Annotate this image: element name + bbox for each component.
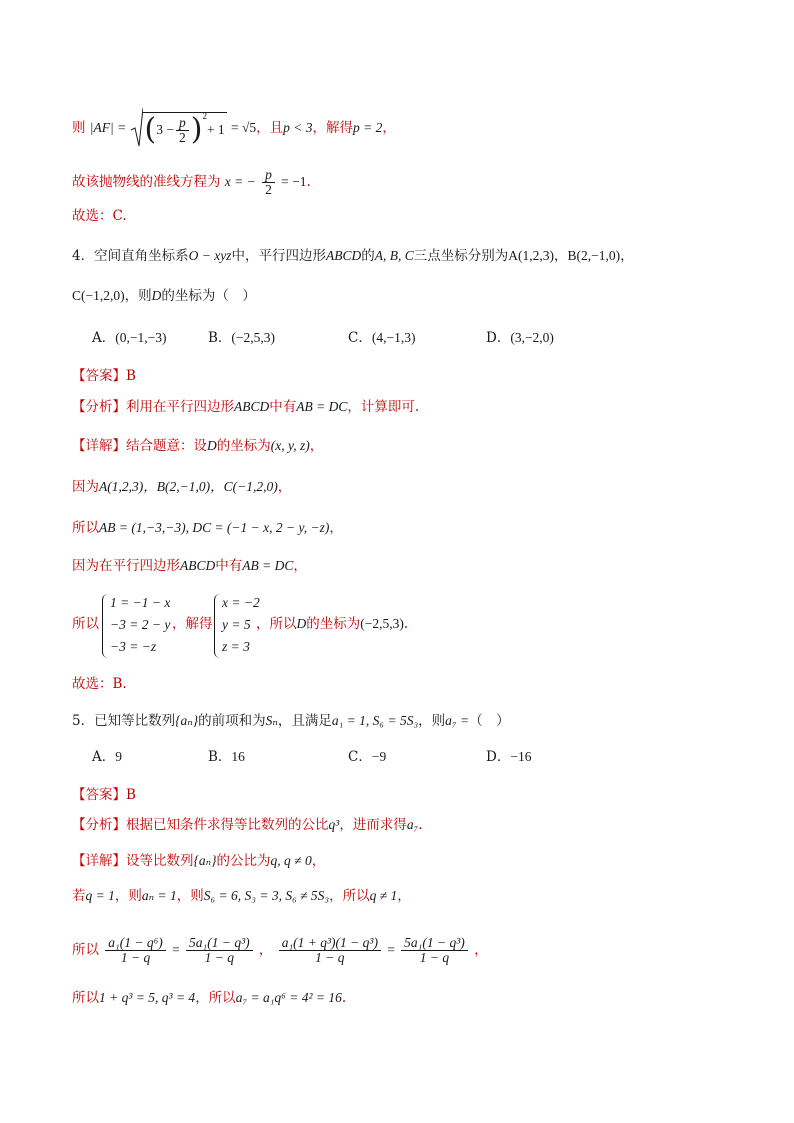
q5-detail [72, 851, 325, 871]
q4-because2-b: 中有 [215, 558, 243, 574]
p-result: p = 2 [353, 120, 383, 135]
q4-choice: 故选：B. [72, 676, 127, 692]
directrix-rest: = −1 [281, 174, 307, 189]
q4-detail-tag: 【详解】 [72, 438, 126, 454]
q5-stem-a: 5．已知等比数列 [72, 713, 176, 729]
q5-frac-4 [401, 936, 468, 965]
q4-point-d: D [151, 288, 162, 303]
q4-so-end: ， [329, 520, 343, 536]
q5-last-b: ，所以 [195, 990, 236, 1006]
q4-answer-value: B [126, 368, 136, 384]
sqrt-sign-icon [131, 108, 143, 148]
sys2-eq3: z = 3 [222, 639, 250, 654]
q4-because2-abcd: ABCD [180, 558, 216, 573]
q4-option-a-label: A． [92, 330, 116, 346]
q5-seq: {aₙ} [175, 713, 199, 728]
q5-f2n: 5a₁(1 − q³) [186, 936, 253, 951]
q5-detail-a: 设等比数列 [126, 853, 194, 869]
q5-f3d: 1 − q [315, 950, 345, 965]
q4-sys-post-d: D [296, 616, 307, 631]
plus-one: + 1 [206, 122, 225, 137]
q4-because-pts: A(1,2,3)，B(2,−1,0)，C(−1,2,0) [99, 479, 278, 494]
q5-if-q: q = 1 [85, 888, 115, 903]
q4-point-a: A(1,2,3) [508, 248, 554, 263]
af-abs: |AF| = [89, 120, 127, 135]
inner-three: 3 − [156, 122, 174, 137]
q4-vector-eq: AB = DC [296, 399, 348, 414]
q5-option-b-val: 16 [231, 749, 245, 764]
q4-sys-post-a: ，所以 [256, 616, 297, 632]
q5-option-b-label: B． [208, 749, 232, 765]
q5-detail-tag: 【详解】 [72, 853, 126, 869]
q5-if-b: ，则 [114, 888, 142, 904]
directrix-end: . [306, 174, 311, 190]
q4-because-a: 因为 [72, 479, 99, 495]
q4-sys-pre: 所以 [72, 616, 99, 632]
q5-eq1: = [172, 942, 180, 957]
q5-f1d: 1 − q [120, 950, 151, 965]
q4-option-a[interactable] [92, 328, 166, 348]
q5-last-a: 所以 [72, 990, 99, 1006]
q5-f4n: 5a₁(1 − q³) [401, 936, 468, 951]
cond-p: p < 3 [283, 120, 313, 135]
q4-pts: A, B, C [374, 248, 414, 263]
sys2-eq1: x = −2 [222, 595, 260, 610]
q5-if-e: ， [397, 888, 411, 904]
q4-stem-b: 中，平行四边形 [231, 248, 326, 264]
q4-so-vecs: AB = (1,−3,−3), DC = (−1 − x, 2 − y, −z) [99, 520, 330, 535]
q5-cond: a₁ = 1, S₆ = 5S₃ [331, 713, 419, 728]
q4-sys-result: (−2,5,3) [360, 616, 404, 631]
q4-point-c: C(−1,2,0) [72, 288, 125, 303]
q5-f2d: 1 − q [204, 950, 234, 965]
line-af-length [72, 112, 396, 145]
q5-last-end: . [341, 990, 347, 1006]
q5-a7b: a₇ [406, 817, 419, 832]
q5-last-eq1: 1 + q³ = 5, q³ = 4 [99, 990, 196, 1005]
q5-if-ne: q ≠ 1 [369, 888, 398, 903]
q4-detail [72, 436, 323, 456]
q5-answer-value: B [126, 787, 136, 803]
q4-analysis-a: 利用在平行四边形 [126, 399, 234, 415]
q4-sys-post-b: 的坐标为 [306, 616, 361, 632]
q5-stem-e: （ ） [469, 713, 510, 729]
q4-stem-c: 的 [361, 248, 375, 264]
sqrt-expression: ( 3 − $\frac{p}{2}$ ) $^2$ + 1 [131, 112, 227, 145]
q5-last-eq2: a₇ = a₁q⁶ = 4² = 16 [235, 990, 342, 1005]
q4-stem-line2 [72, 286, 256, 306]
q5-sn: Sₙ [265, 713, 278, 728]
q4-sys-end: . [403, 616, 409, 632]
q5-answer-tag: 【答案】 [72, 787, 126, 803]
text-ze: 则 [72, 120, 86, 136]
q5-detail-q: q, q ≠ 0 [270, 853, 312, 868]
q4-answer [72, 366, 136, 386]
choice-q3: 故选：C. [72, 208, 127, 224]
directrix-frac-den: 2 [265, 182, 272, 197]
q4-detail-c: ， [309, 438, 324, 454]
q5-f1n: a₁(1 − q⁶) [105, 936, 166, 951]
q5-frac-pre: 所以 [72, 942, 99, 958]
q5-answer [72, 785, 136, 805]
q5-option-c-label: C． [348, 749, 372, 765]
q4-stem2-b: 的坐标为（ ） [161, 288, 256, 304]
q5-detail-seq: {aₙ} [193, 853, 217, 868]
q4-analysis-b: 中有 [269, 399, 297, 415]
q4-system-2 [222, 592, 260, 658]
q5-last-line [72, 988, 346, 1008]
q4-analysis-abcd: ABCD [234, 399, 270, 414]
q4-option-b-val: (−2,5,3) [231, 330, 276, 345]
directrix-frac [262, 168, 275, 197]
q5-analysis-b: ，进而求得 [339, 817, 407, 833]
q5-option-a-label: A． [92, 749, 116, 765]
q4-coord: O − xyz [188, 248, 232, 263]
frac-den: 2 [178, 129, 186, 145]
q5-f4d: 1 − q [419, 950, 450, 965]
q4-because-line [72, 477, 291, 497]
q4-so-line [72, 518, 343, 538]
q5-fractions-line [72, 928, 488, 972]
q5-option-d-label: D． [486, 749, 511, 765]
q5-a7: a₇ = [445, 713, 470, 728]
q5-frac-3 [279, 936, 381, 965]
q4-sep: ， [553, 248, 568, 264]
q5-frac-1 [105, 936, 166, 965]
q4-option-b[interactable] [208, 328, 275, 348]
q4-answer-tag: 【答案】 [72, 368, 126, 384]
q5-frac-2 [186, 936, 253, 965]
q5-stem-d: ，则 [418, 713, 446, 729]
q5-detail-b: 的公比为 [216, 853, 271, 869]
frac-p-2 [176, 116, 189, 145]
sys1-eq3: −3 = −z [110, 639, 157, 654]
q5-detail-c: ， [311, 853, 326, 869]
q4-detail-xyz: (x, y, z) [270, 438, 310, 453]
q4-so-a: 所以 [72, 520, 99, 536]
q4-sys-post [256, 614, 408, 634]
q4-option-b-label: B． [208, 330, 232, 346]
directrix-text: 故该抛物线的准线方程为 [72, 174, 221, 190]
sys1-eq2: −3 = 2 − y [110, 617, 171, 632]
q4-analysis-c: ，计算即可. [347, 399, 420, 415]
q4-option-d-val: (3,−2,0) [510, 330, 554, 345]
q5-option-c-val: −9 [371, 749, 387, 764]
q5-if-c: ，则 [176, 888, 204, 904]
sys1-eq1: 1 = −1 − x [110, 595, 171, 610]
q4-point-b: B(2,−1,0) [567, 248, 621, 263]
q4-because2-a: 因为在平行四边形 [72, 558, 180, 574]
q5-stem-c: ，且满足 [277, 713, 332, 729]
q4-option-c-label: C． [348, 330, 372, 346]
q4-stem-d: 三点坐标分别为 [413, 248, 509, 264]
directrix-x: x = − [224, 174, 256, 189]
q5-analysis-c: . [418, 817, 423, 833]
q5-if-an: aₙ = 1 [141, 888, 177, 903]
q4-because-end: ， [277, 479, 292, 495]
q4-sys-mid: ，解得 [172, 616, 213, 632]
q5-analysis-a: 根据已知条件求得等比数列的公比 [126, 817, 329, 833]
q5-eq2: = [387, 942, 395, 957]
sys2-eq2: y = 5 [222, 617, 251, 632]
q5-option-d-val: −16 [510, 749, 532, 764]
q5-if-s: S₆ = 6, S₃ = 3, S₆ ≠ 5S₃ [203, 888, 330, 903]
q4-stem-line1 [72, 246, 634, 266]
q4-detail-d: D [207, 438, 217, 453]
q4-option-c-val: (4,−1,3) [371, 330, 416, 345]
comma-end: ， [382, 120, 396, 136]
q5-option-a-val: 9 [115, 749, 122, 764]
q4-option-c[interactable] [348, 328, 415, 348]
q5-if-a: 若 [72, 888, 86, 904]
q4-detail-b: 的坐标为 [216, 438, 271, 454]
text-qie: ，且 [256, 120, 284, 136]
q4-because2-line [72, 556, 307, 576]
q5-option-d[interactable] [486, 747, 531, 767]
q4-option-a-val: (0,−1,−3) [115, 330, 167, 345]
q5-analysis [72, 815, 423, 835]
exp-two: 2 [202, 111, 207, 121]
q4-stem-a: 4．空间直角坐标系 [72, 248, 189, 264]
text-jiede: ，解得 [312, 120, 354, 136]
q4-because2-eq: AB = DC [242, 558, 294, 573]
q4-because2-end: ， [293, 558, 307, 574]
q5-f3n: a₁(1 + q³)(1 − q³) [279, 936, 381, 951]
q4-detail-a: 结合题意：设 [126, 438, 207, 454]
q4-end: ， [620, 248, 634, 264]
eq-sqrt5: = √5 [230, 120, 257, 135]
frac-num: p [176, 116, 189, 131]
q4-abcd: ABCD [325, 248, 362, 263]
q5-option-c[interactable] [348, 747, 386, 767]
q4-analysis-tag: 【分析】 [72, 399, 126, 415]
q5-stem [72, 711, 510, 731]
q5-fend: ， [474, 942, 488, 958]
line-directrix [72, 168, 311, 197]
q5-if-d: ，所以 [329, 888, 370, 904]
q4-analysis [72, 397, 419, 417]
q4-option-d[interactable] [486, 328, 554, 348]
directrix-frac-num: p [262, 168, 275, 183]
q5-stem-b: 的前项和为 [198, 713, 266, 729]
q5-if-line [72, 886, 411, 906]
q5-fsep: ， [258, 942, 273, 958]
q4-stem2: ，则 [124, 288, 152, 304]
q5-option-b[interactable] [208, 747, 245, 767]
q5-analysis-tag: 【分析】 [72, 817, 126, 833]
q5-option-a[interactable] [92, 747, 122, 767]
q4-system-1 [110, 592, 170, 658]
q4-option-d-label: D． [486, 330, 511, 346]
q5-q3: q³ [328, 817, 340, 832]
